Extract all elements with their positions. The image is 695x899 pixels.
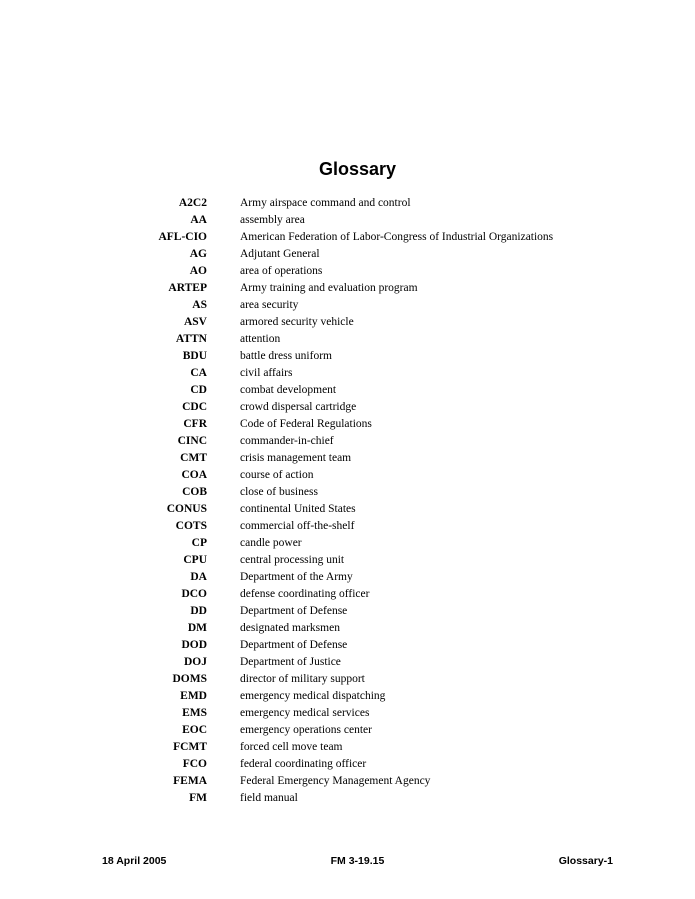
glossary-definition: Code of Federal Regulations — [240, 418, 372, 430]
glossary-entry — [0, 348, 695, 365]
glossary-term: DCO — [181, 588, 207, 600]
glossary-term: ASV — [183, 316, 207, 328]
glossary-entry — [0, 773, 695, 790]
glossary-entry — [0, 331, 695, 348]
glossary-term: AA — [190, 214, 207, 226]
glossary-list — [0, 195, 695, 807]
glossary-definition: armored security vehicle — [240, 316, 354, 328]
glossary-definition: defense coordinating officer — [240, 588, 370, 600]
page-footer — [0, 853, 695, 869]
glossary-term: CINC — [177, 435, 207, 447]
glossary-definition: field manual — [240, 792, 298, 804]
glossary-entry — [0, 195, 695, 212]
glossary-definition: Army training and evaluation program — [240, 282, 418, 294]
glossary-term: AFL-CIO — [158, 231, 207, 243]
glossary-term: DOJ — [184, 656, 207, 668]
glossary-term: AG — [189, 248, 207, 260]
glossary-definition: course of action — [240, 469, 314, 481]
glossary-entry — [0, 382, 695, 399]
glossary-entry — [0, 569, 695, 586]
glossary-term: AO — [189, 265, 207, 277]
glossary-definition: designated marksmen — [240, 622, 340, 634]
glossary-definition: Adjutant General — [240, 248, 320, 260]
footer-page-number: Glossary-1 — [558, 855, 613, 867]
glossary-term: EOC — [182, 724, 207, 736]
glossary-definition: director of military support — [240, 673, 365, 685]
glossary-term: DOD — [181, 639, 207, 651]
glossary-term: DOMS — [172, 673, 207, 685]
glossary-definition: Department of Defense — [240, 639, 348, 651]
glossary-definition: attention — [240, 333, 281, 345]
glossary-term: DM — [187, 622, 207, 634]
glossary-definition: Army airspace command and control — [240, 197, 411, 209]
glossary-entry — [0, 365, 695, 382]
glossary-definition: Federal Emergency Management Agency — [240, 775, 431, 787]
glossary-entry — [0, 263, 695, 280]
glossary-definition: combat development — [240, 384, 337, 396]
glossary-definition: Department of Justice — [240, 656, 341, 668]
glossary-entry — [0, 603, 695, 620]
glossary-entry — [0, 246, 695, 263]
glossary-entry — [0, 467, 695, 484]
glossary-term: CPU — [183, 554, 207, 566]
glossary-definition: Department of Defense — [240, 605, 348, 617]
glossary-term: CA — [190, 367, 207, 379]
glossary-entry — [0, 552, 695, 569]
glossary-term: CMT — [180, 452, 207, 464]
glossary-definition: area security — [240, 299, 299, 311]
glossary-term: CD — [190, 384, 207, 396]
glossary-term: FCMT — [173, 741, 207, 753]
glossary-definition: emergency medical services — [240, 707, 370, 719]
glossary-entry — [0, 416, 695, 433]
page-title: Glossary — [318, 159, 397, 179]
glossary-definition: emergency operations center — [240, 724, 372, 736]
glossary-term: FCO — [182, 758, 207, 770]
glossary-definition: commercial off-the-shelf — [240, 520, 355, 532]
glossary-term: BDU — [182, 350, 207, 362]
glossary-term: CONUS — [166, 503, 207, 515]
glossary-entry — [0, 637, 695, 654]
glossary-entry — [0, 280, 695, 297]
glossary-term: CFR — [183, 418, 207, 430]
glossary-definition: continental United States — [240, 503, 356, 515]
glossary-definition: close of business — [240, 486, 318, 498]
glossary-definition: emergency medical dispatching — [240, 690, 386, 702]
glossary-term: AS — [192, 299, 207, 311]
glossary-definition: civil affairs — [240, 367, 293, 379]
glossary-entry — [0, 484, 695, 501]
glossary-definition: forced cell move team — [240, 741, 343, 753]
glossary-term: DA — [190, 571, 207, 583]
glossary-entry — [0, 705, 695, 722]
glossary-entry — [0, 518, 695, 535]
glossary-definition: commander-in-chief — [240, 435, 334, 447]
glossary-entry — [0, 450, 695, 467]
glossary-definition: area of operations — [240, 265, 323, 277]
glossary-entry — [0, 297, 695, 314]
glossary-entry — [0, 739, 695, 756]
footer-manual-number: FM 3-19.15 — [330, 855, 385, 867]
glossary-definition: crowd dispersal cartridge — [240, 401, 357, 413]
glossary-entry — [0, 671, 695, 688]
glossary-term: COTS — [175, 520, 207, 532]
glossary-term: CDC — [182, 401, 207, 413]
glossary-entry — [0, 501, 695, 518]
glossary-entry — [0, 212, 695, 229]
glossary-entry — [0, 399, 695, 416]
glossary-entry — [0, 229, 695, 246]
glossary-term: ATTN — [175, 333, 207, 345]
glossary-term: COA — [181, 469, 207, 481]
glossary-definition: federal coordinating officer — [240, 758, 367, 770]
glossary-definition: assembly area — [240, 214, 305, 226]
glossary-definition: American Federation of Labor-Congress of Industrial Organizations — [240, 231, 554, 243]
glossary-term: COB — [182, 486, 207, 498]
footer-date: 18 April 2005 — [102, 855, 167, 867]
glossary-entry — [0, 586, 695, 603]
glossary-term: FEMA — [173, 775, 207, 787]
glossary-entry — [0, 535, 695, 552]
glossary-definition: crisis management team — [240, 452, 352, 464]
glossary-entry — [0, 722, 695, 739]
glossary-entry — [0, 654, 695, 671]
glossary-term: A2C2 — [178, 197, 207, 209]
glossary-term: CP — [191, 537, 207, 549]
glossary-entry — [0, 314, 695, 331]
glossary-term: EMS — [182, 707, 207, 719]
glossary-term: ARTEP — [168, 282, 207, 294]
glossary-entry — [0, 790, 695, 807]
glossary-entry — [0, 688, 695, 705]
glossary-term: DD — [190, 605, 207, 617]
glossary-entry — [0, 620, 695, 637]
glossary-entry — [0, 756, 695, 773]
glossary-definition: central processing unit — [240, 554, 345, 566]
glossary-definition: Department of the Army — [240, 571, 353, 583]
glossary-definition: battle dress uniform — [240, 350, 332, 362]
glossary-entry — [0, 433, 695, 450]
glossary-definition: candle power — [240, 537, 302, 549]
glossary-term: FM — [189, 792, 207, 804]
glossary-term: EMD — [180, 690, 207, 702]
